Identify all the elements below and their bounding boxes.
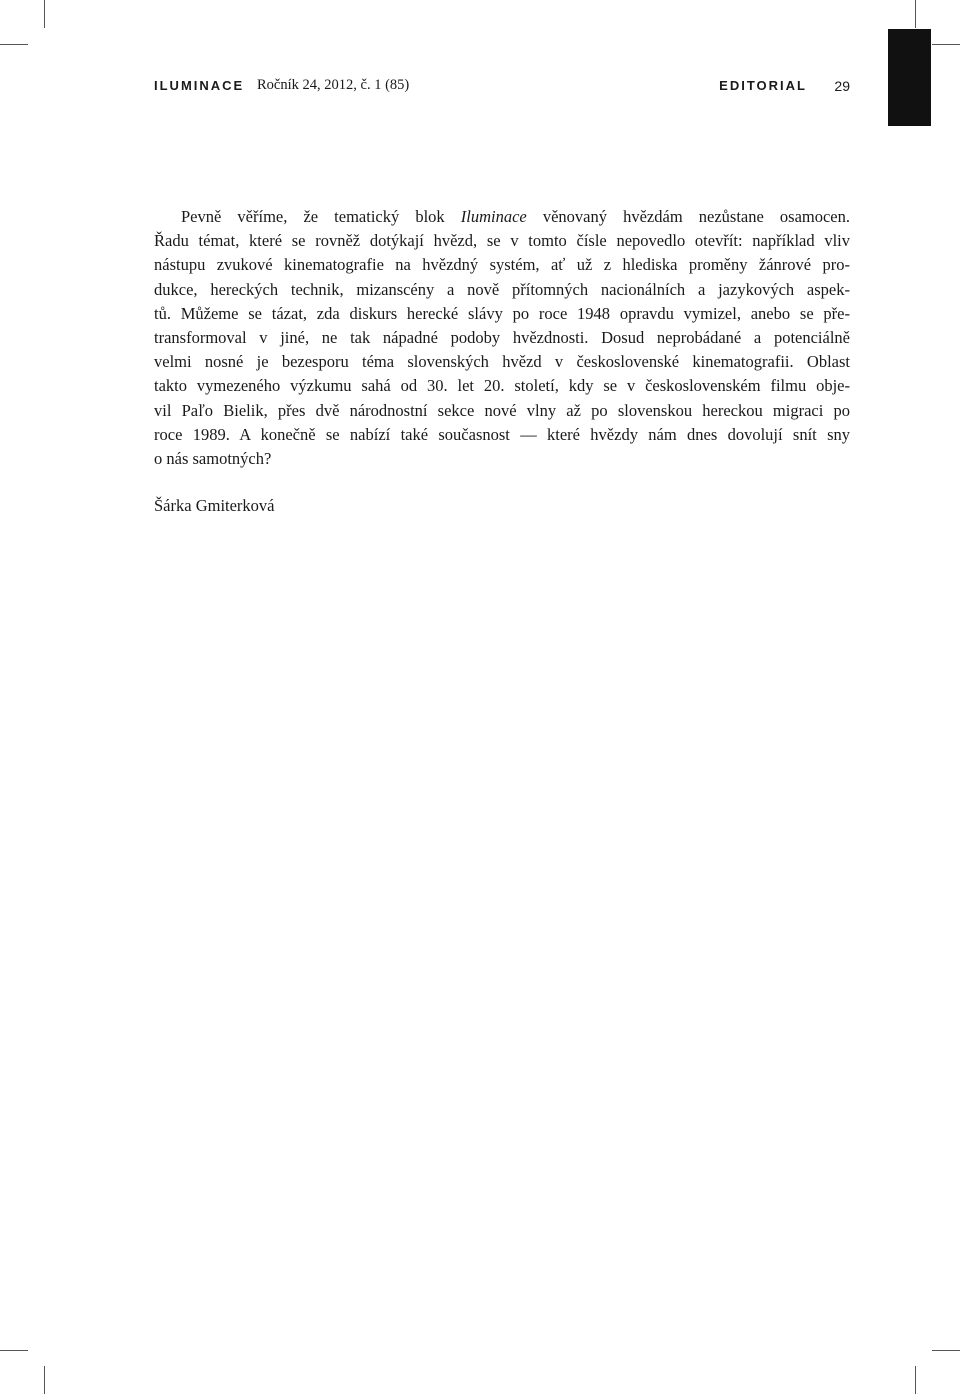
crop-mark <box>932 1350 960 1351</box>
text-line: transformoval v jiné, ne tak nápadné podoby hvězdnosti. Dosud neprobádané a potenciálně <box>154 327 850 347</box>
text-line: velmi nosné je bezesporu téma slovenských hvězd v československé kinematografii. Oblast <box>154 352 850 372</box>
crop-mark <box>915 1366 916 1394</box>
text-line: tů. Můžeme se tázat, zda diskurs herecké slávy po roce 1948 opravdu vymizel, anebo se pře- <box>154 303 850 323</box>
crop-mark <box>915 0 916 28</box>
crop-mark <box>44 0 45 28</box>
page-number: 29 <box>834 78 850 94</box>
text-line: vil Paľo Bielik, přes dvě národnostní sekce nové vlny až po slovenskou hereckou migraci po <box>154 400 850 420</box>
crop-mark <box>0 1350 28 1351</box>
text-line: takto vymezeného výzkumu sahá od 30. let 20. století, kdy se v československém filmu obje- <box>154 376 850 396</box>
crop-mark <box>0 44 28 45</box>
journal-name: ILUMINACE <box>154 78 245 93</box>
editorial-paragraph <box>154 205 850 471</box>
section-label: EDITORIAL <box>719 78 807 93</box>
running-header <box>154 76 850 98</box>
text-line: Řadu témat, které se rovněž dotýkají hvězd, se v tomto čísle nepovedlo otevřít: například vliv <box>154 231 850 251</box>
text-line: o nás samotných? <box>154 448 272 468</box>
text-line: Pevně věříme, že tematický blok Iluminace věnovaný hvězdám nezůstane osamocen. <box>181 207 850 226</box>
crop-mark <box>44 1366 45 1394</box>
journal-title-italic: Iluminace <box>460 207 527 226</box>
crop-mark <box>932 44 960 45</box>
text-line: roce 1989. A konečně se nabízí také současnost — které hvězdy nám dnes dovolují snít sny <box>154 424 850 444</box>
text-line: nástupu zvukové kinematografie na hvězdný systém, ať už z hlediska proměny žánrové pro- <box>154 255 850 275</box>
journal-issue: Ročník 24, 2012, č. 1 (85) <box>257 77 410 93</box>
text-line: dukce, hereckých technik, mizanscény a nově přítomných nacionálních a jazykových aspek- <box>154 279 850 299</box>
author-signature: Šárka Gmiterková <box>154 496 275 515</box>
section-tab-marker <box>888 29 931 126</box>
